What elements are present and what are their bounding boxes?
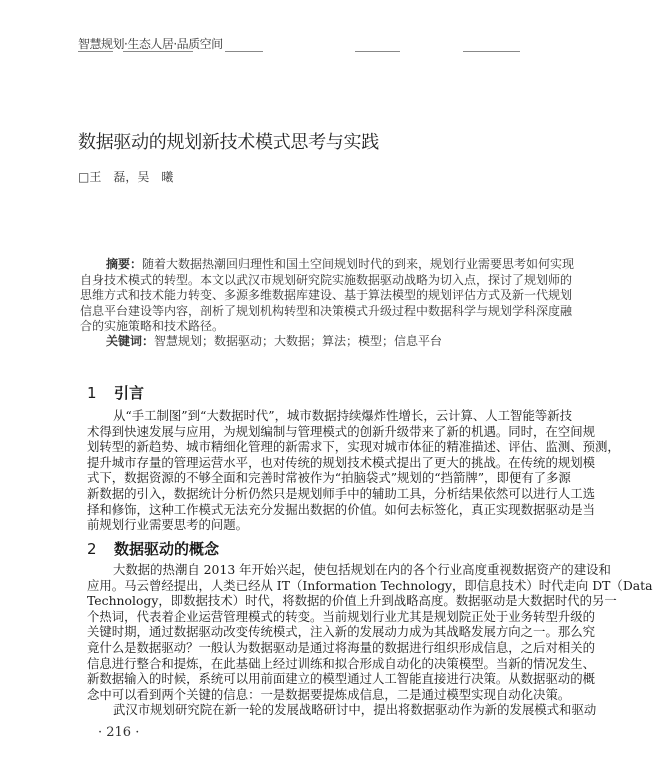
paragraph-line: 新数据的引入，数据统计分析仍然只是规划师手中的辅助工具，分析结果依然可以进行人工选 bbox=[87, 485, 596, 501]
section-heading bbox=[87, 538, 219, 559]
header-rule bbox=[78, 51, 113, 52]
paragraph-line: 应用。马云曾经提出，人类已经从 IT（Information Technology，即信息技术）时代走向 DT（Data bbox=[87, 577, 653, 593]
section-title: 数据驱动的概念 bbox=[114, 540, 220, 558]
abstract-line: 自身技术模式的转型。本文以武汉市规划研究院实施数据驱动战略为切入点，探讨了规划师的 bbox=[80, 272, 573, 287]
page-number: · 216 · bbox=[98, 725, 140, 740]
paragraph-line: 信息进行整合和提炼，在此基础上经过训练和拟合形成自动化的决策模型。当新的情况发生、 bbox=[87, 655, 596, 671]
paragraph-line: 从“手工制图”到“大数据时代”，城市数据持续爆炸性增长，云计算、人工智能等新技 bbox=[113, 408, 573, 423]
section-title: 引言 bbox=[114, 384, 145, 402]
abstract bbox=[80, 257, 575, 335]
abstract-text: 随着大数据热潮回归理性和国土空间规划时代的到来，规划行业需要思考如何实现 bbox=[142, 257, 575, 271]
section-heading bbox=[87, 382, 144, 403]
paragraph-line: Technology，即数据技术）时代，将数据的价值上升到战略高度。数据驱动是大数据时代的另一 bbox=[87, 593, 617, 609]
running-header: 智慧规划·生态人居·品质空间 bbox=[78, 37, 223, 51]
paragraph-line: 提升城市存量的管理运营水平，也对传统的规划技术模式提出了更大的挑战。在传统的规划模 bbox=[87, 454, 596, 470]
paragraph-line: 个热词，代表着企业运营管理模式的转变。当前规划行业尤其是规划院正处于业务转型升级的 bbox=[87, 608, 596, 624]
header-rule bbox=[355, 51, 400, 52]
paragraph-line: 术得到快速发展与应用，为规划编制与管理模式的创新升级带来了新的机遇。同时，在空间规 bbox=[87, 423, 596, 439]
paragraph-line: 念中可以看到两个关键的信息：一是数据要提炼成信息，二是通过模型实现自动化决策。 bbox=[87, 686, 571, 702]
paragraph-line: 武汉市规划研究院在新一轮的发展战略研讨中，提出将数据驱动作为新的发展模式和驱动 bbox=[113, 702, 597, 717]
header-rule bbox=[225, 51, 263, 52]
paragraph-line: 式下，数据资源的不够全面和完善时常被作为“拍脑袋式”规划的“挡箭牌”，即便有了多源 bbox=[87, 470, 571, 486]
paragraph-line: 前规划行业需要思考的问题。 bbox=[87, 517, 249, 533]
paragraph-line: 划转型的新趋势、城市精细化管理的新需求下，实现对城市体征的精准描述、评估、监测、预测， bbox=[87, 439, 620, 455]
paragraph-line: 新数据输入的时候，系统可以用前面建立的模型通过人工智能直接进行决策。从数据驱动的概 bbox=[87, 671, 596, 687]
abstract-line: 思维方式和技术能力转变、多源多维数据库建设、基于算法模型的规划评估方式及新一代规划 bbox=[80, 288, 573, 303]
keywords bbox=[106, 332, 442, 349]
header-rule bbox=[463, 51, 520, 52]
paragraph bbox=[87, 408, 620, 533]
abstract-line: 合的实施策略和技术路径。 bbox=[80, 319, 225, 334]
paragraph-line: 竟什么是数据驱动？一般认为数据驱动是通过将海量的数据进行组织形成信息，之后对相关的 bbox=[87, 639, 596, 655]
keywords-label: 关键词： bbox=[106, 334, 155, 348]
section-number: 1 bbox=[87, 384, 97, 402]
article-title: 数据驱动的规划新技术模式思考与实践 bbox=[78, 132, 379, 153]
abstract-line bbox=[80, 257, 575, 273]
abstract-label: 摘要： bbox=[106, 257, 143, 271]
header-rule bbox=[123, 51, 193, 52]
paragraph-line: 关键时期，通过数据驱动改变传统模式，注入新的发展动力成为其战略发展方向之一。那么究 bbox=[87, 624, 596, 640]
paragraph-line: 择和修饰，这种工作模式无法充分发掘出数据的价值。如何去标签化，真正实现数据驱动是当 bbox=[87, 501, 596, 517]
paragraph bbox=[87, 702, 597, 718]
paragraph bbox=[87, 562, 653, 702]
paragraph-line: 大数据的热潮自 2013 年开始兴起，使包括规划在内的各个行业高度重视数据资产的建设和 bbox=[113, 562, 611, 577]
section-number: 2 bbox=[87, 540, 97, 558]
keywords-value: 智慧规划；数据驱动；大数据；算法；模型；信息平台 bbox=[154, 334, 443, 348]
authors: □王 磊，吴 曦 bbox=[78, 170, 174, 184]
abstract-line: 信息平台建设等内容，剖析了规划机构转型和决策模式升级过程中数据科学与规划学科深度融 bbox=[80, 303, 573, 318]
